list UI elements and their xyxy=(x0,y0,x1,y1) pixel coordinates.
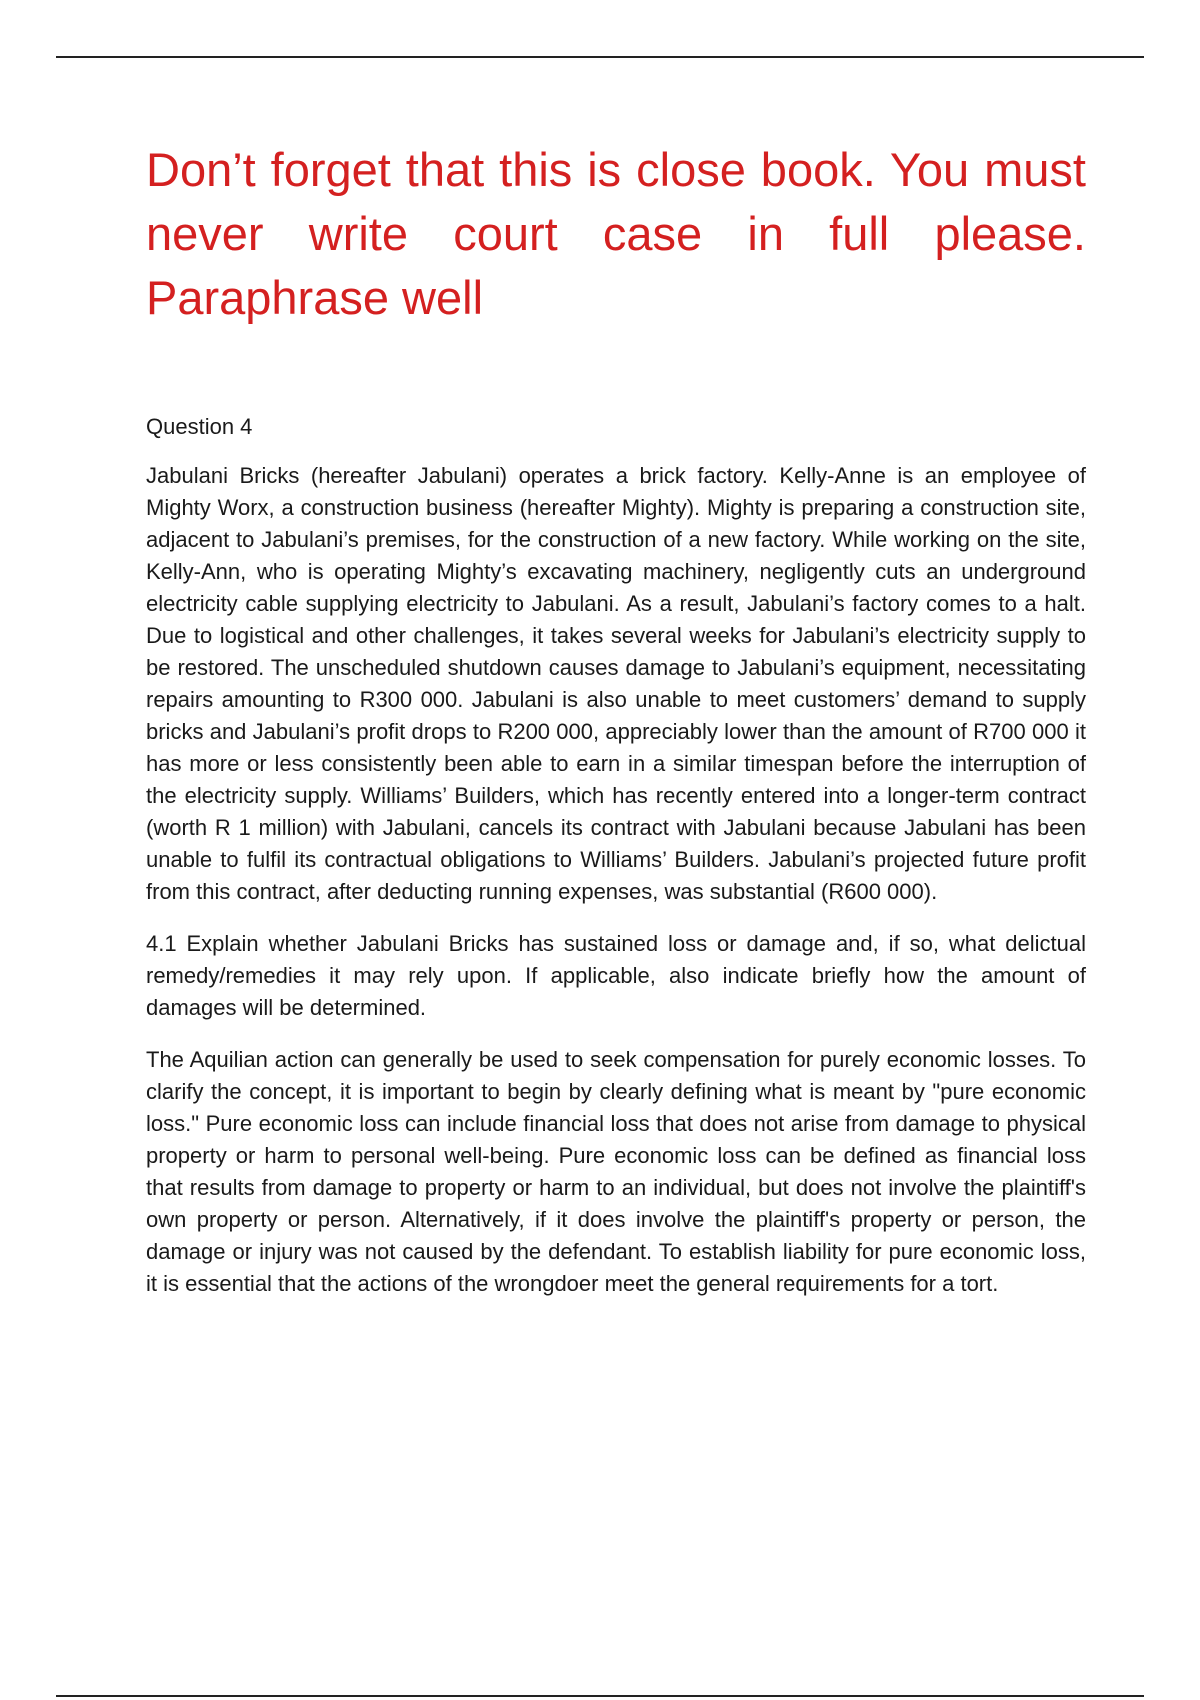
warning-note: Don’t forget that this is close book. You must never write court case in full please. Paraphrase well xyxy=(146,143,1086,324)
bottom-divider xyxy=(56,1695,1144,1697)
top-divider xyxy=(56,56,1144,58)
answer-paragraph: The Aquilian action can generally be used to seek compensation for purely economic losses. To clarify the concept, it is important to begin by clearly defining what is meant by "pure economic loss." Pure economic loss can include financial loss that does not arise from damage to physical property or harm to personal well-being. Pure economic loss can be defined as financial loss that results from damage to property or harm to an individual, but does not involve the plaintiff's own property or person. Alternatively, if it does involve the plaintiff's property or person, the damage or injury was not caused by the defendant. To establish liability for pure economic loss, it is essential that the actions of the wrongdoer meet the general requirements for a tort. xyxy=(146,1047,1086,1296)
scenario-paragraph: Jabulani Bricks (hereafter Jabulani) operates a brick factory. Kelly-Anne is an employee of Mighty Worx, a construction business (hereafter Mighty). Mighty is preparing a construction site, adjacent to Jabulani’s premises, for the construction of a new factory. While working on the site, Kelly-Ann, who is operating Mighty’s excavating machinery, negligently cuts an underground electricity cable supplying electricity to Jabulani. As a result, Jabulani’s factory comes to a halt. Due to logistical and other challenges, it takes several weeks for Jabulani’s electricity supply to be restored. The unscheduled shutdown causes damage to Jabulani’s equipment, necessitating repairs amounting to R300 000. Jabulani is also unable to meet customers’ demand to supply bricks and Jabulani’s profit drops to R200 000, appreciably lower than the amount of R700 000 it has more or less consistently been able to earn in a similar timespan before the interruption of the electricity supply. Williams’ Builders, which has recently entered into a longer-term contract (worth R 1 million) with Jabulani, cancels its contract with Jabulani because Jabulani has been unable to fulfil its contractual obligations to Williams’ Builders. Jabulani’s projected future profit from this contract, after deducting running expenses, was substantial (R600 000). xyxy=(146,463,1086,904)
question-prompt-paragraph: 4.1 Explain whether Jabulani Bricks has sustained loss or damage and, if so, what delictual remedy/remedies it may rely upon. If applicable, also indicate briefly how the amount of damages will be determined. xyxy=(146,931,1086,1020)
document-page xyxy=(146,138,1086,1300)
question-heading: Question 4 xyxy=(146,414,253,439)
